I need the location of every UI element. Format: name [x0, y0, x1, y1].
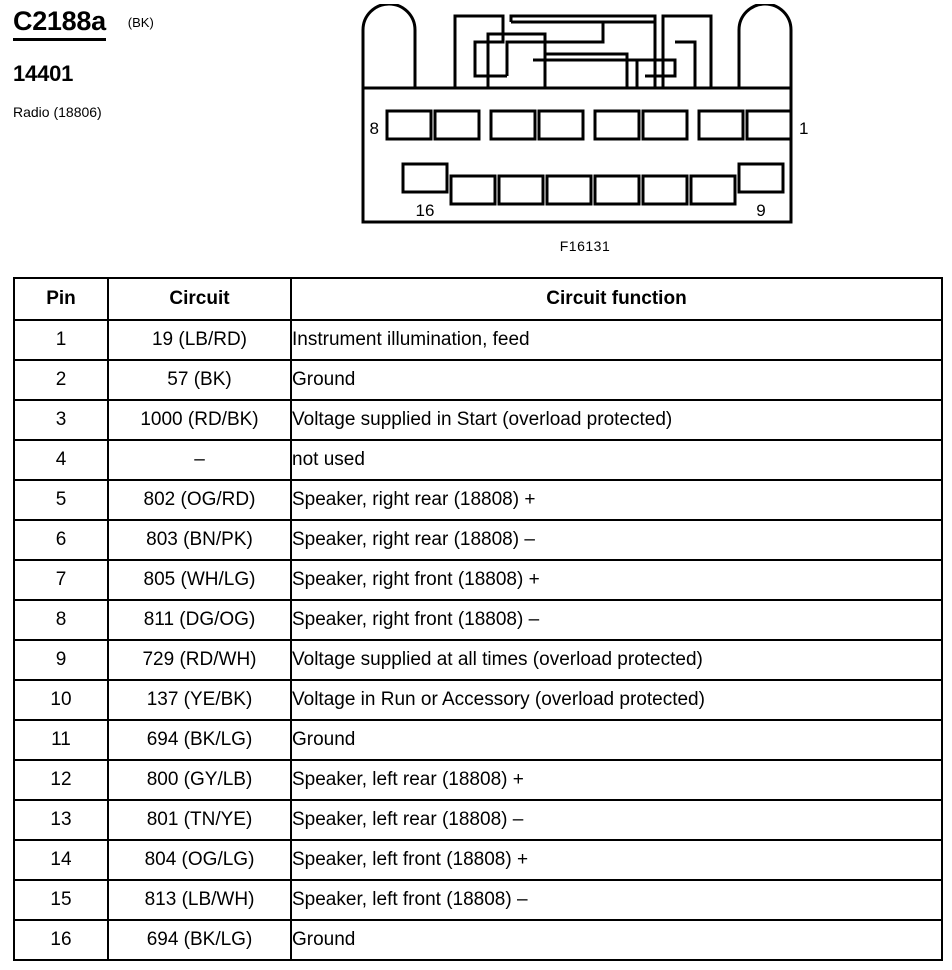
table-row: [14, 720, 942, 760]
connector-id-row: [13, 6, 343, 41]
cell-circuit-function: Speaker, left rear (18808) +: [291, 760, 942, 800]
cell-circuit: 694 (BK/LG): [108, 720, 291, 760]
cell-circuit: 57 (BK): [108, 360, 291, 400]
pin-cavity-4: [595, 111, 639, 139]
pin-cavity-7: [435, 111, 479, 139]
cell-pin: 8: [14, 600, 108, 640]
pin-cavity-2: [699, 111, 743, 139]
cell-circuit: 805 (WH/LG): [108, 560, 291, 600]
pin-row-top: [387, 111, 791, 139]
column-header-circuit: Circuit: [108, 278, 291, 320]
connector-color-code: (BK): [127, 15, 154, 30]
table-row: [14, 360, 942, 400]
cell-pin: 13: [14, 800, 108, 840]
cell-circuit-function: Speaker, left rear (18808) –: [291, 800, 942, 840]
cell-circuit: 804 (OG/LG): [108, 840, 291, 880]
connector-diagram: [355, 4, 815, 264]
pin-row-bottom: [403, 164, 783, 204]
table-header: [14, 278, 942, 320]
pin-label-bottom-end: 9: [756, 201, 766, 220]
cell-pin: 12: [14, 760, 108, 800]
cell-pin: 7: [14, 560, 108, 600]
column-header-pin: Pin: [14, 278, 108, 320]
pin-cavity-15: [451, 176, 495, 204]
table-row: [14, 320, 942, 360]
cell-circuit: 811 (DG/OG): [108, 600, 291, 640]
table-row: [14, 640, 942, 680]
table-row: [14, 920, 942, 960]
cell-pin: 4: [14, 440, 108, 480]
cell-pin: 11: [14, 720, 108, 760]
connector-header: [13, 6, 343, 120]
cell-pin: 5: [14, 480, 108, 520]
figure-code: F16131: [559, 238, 611, 254]
cell-pin: 9: [14, 640, 108, 680]
table-row: [14, 760, 942, 800]
table-row: [14, 400, 942, 440]
cell-pin: 15: [14, 880, 108, 920]
pin-label-bottom-start: 16: [415, 201, 435, 220]
cell-circuit-function: not used: [291, 440, 942, 480]
connector-id: C2188a: [13, 6, 106, 41]
cell-circuit: 1000 (RD/BK): [108, 400, 291, 440]
cell-circuit-function: Speaker, right front (18808) +: [291, 560, 942, 600]
cell-circuit-function: Voltage supplied in Start (overload protected): [291, 400, 942, 440]
pin-label-top-end: 1: [799, 119, 809, 138]
pin-cavity-9: [739, 164, 783, 192]
table-row: [14, 440, 942, 480]
cell-circuit: 694 (BK/LG): [108, 920, 291, 960]
cell-circuit: 813 (LB/WH): [108, 880, 291, 920]
cell-circuit-function: Ground: [291, 920, 942, 960]
cell-circuit-function: Speaker, right rear (18808) +: [291, 480, 942, 520]
pin-cavity-5: [539, 111, 583, 139]
cell-pin: 10: [14, 680, 108, 720]
table-header-row: [14, 278, 942, 320]
cell-circuit-function: Voltage in Run or Accessory (overload protected): [291, 680, 942, 720]
cell-circuit: –: [108, 440, 291, 480]
table-row: [14, 600, 942, 640]
pin-cavity-14: [499, 176, 543, 204]
cell-circuit-function: Speaker, left front (18808) –: [291, 880, 942, 920]
cell-circuit-function: Speaker, right rear (18808) –: [291, 520, 942, 560]
cell-circuit-function: Voltage supplied at all times (overload protected): [291, 640, 942, 680]
table-row: [14, 680, 942, 720]
pin-cavity-12: [595, 176, 639, 204]
pin-cavity-11: [643, 176, 687, 204]
cell-circuit-function: Speaker, right front (18808) –: [291, 600, 942, 640]
table-row: [14, 800, 942, 840]
table-row: [14, 520, 942, 560]
pin-cavity-8: [387, 111, 431, 139]
cell-circuit: 137 (YE/BK): [108, 680, 291, 720]
pin-cavity-16: [403, 164, 447, 192]
table-row: [14, 560, 942, 600]
table-body: [14, 320, 942, 960]
cell-circuit-function: Speaker, left front (18808) +: [291, 840, 942, 880]
table-row: [14, 480, 942, 520]
cell-circuit: 801 (TN/YE): [108, 800, 291, 840]
connector-face-svg: [355, 4, 815, 234]
cell-pin: 6: [14, 520, 108, 560]
table-row: [14, 840, 942, 880]
cell-circuit: 729 (RD/WH): [108, 640, 291, 680]
cell-circuit-function: Ground: [291, 720, 942, 760]
pin-cavity-10: [691, 176, 735, 204]
cell-circuit-function: Instrument illumination, feed: [291, 320, 942, 360]
table-row: [14, 880, 942, 920]
component-name: Radio (18806): [13, 104, 102, 120]
pin-cavity-13: [547, 176, 591, 204]
cell-circuit-function: Ground: [291, 360, 942, 400]
cell-pin: 14: [14, 840, 108, 880]
pin-cavity-3: [643, 111, 687, 139]
pin-cavity-1: [747, 111, 791, 139]
cell-pin: 1: [14, 320, 108, 360]
pin-label-top-start: 8: [369, 119, 379, 138]
column-header-function: Circuit function: [291, 278, 942, 320]
cell-circuit: 802 (OG/RD): [108, 480, 291, 520]
cell-pin: 2: [14, 360, 108, 400]
cell-circuit: 800 (GY/LB): [108, 760, 291, 800]
pinout-table: [13, 277, 943, 961]
cell-circuit: 803 (BN/PK): [108, 520, 291, 560]
part-number: 14401: [13, 61, 74, 86]
connector-keying-profile: [363, 4, 791, 88]
cell-pin: 16: [14, 920, 108, 960]
cell-circuit: 19 (LB/RD): [108, 320, 291, 360]
cell-pin: 3: [14, 400, 108, 440]
pin-cavity-6: [491, 111, 535, 139]
